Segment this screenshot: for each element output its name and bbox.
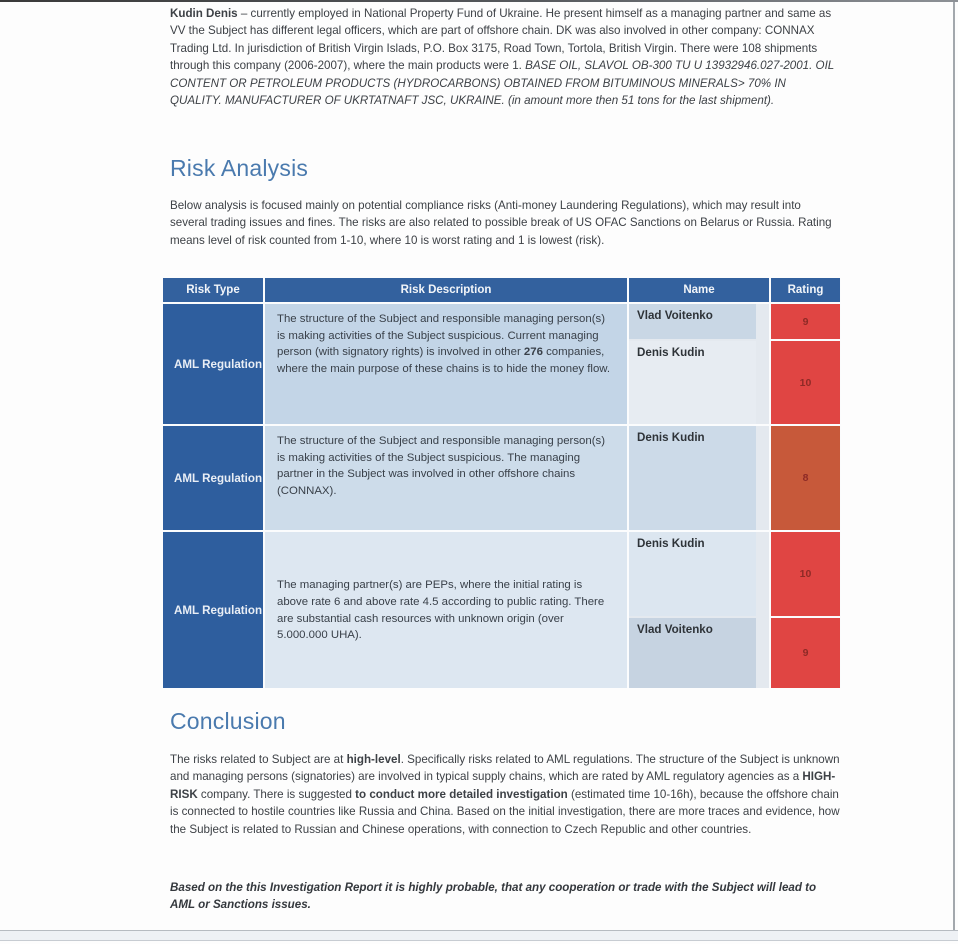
header-name: Name [629,278,769,302]
name-cell: Denis Kudin [629,532,756,616]
name-cell: Denis Kudin [629,341,756,424]
page-right-edge [953,2,955,932]
risk-type-cell: AML Regulation [163,426,263,530]
table-row [163,532,841,688]
rating-column [771,304,840,424]
conclusion-text: The risks related to Subject are at [170,753,347,766]
final-note [170,879,840,914]
rating-cell: 9 [771,304,840,339]
header-risk-description: Risk Description [265,278,627,302]
conclusion-text: (estimated time 10-16h), because the offshore chain is connected to hostile countries like Russia and China. Based on the initial investigation, there are more traces and evidence, how the Subject is related to Russian and Chinese operations, with connection to Czech Republic and other countries. [170,787,840,836]
header-risk-type: Risk Type [163,278,263,302]
risk-analysis-heading: Risk Analysis [170,155,309,181]
rating-cell: 9 [771,618,840,688]
risk-description-cell [265,304,627,424]
name-cell: Vlad Voitenko [629,304,756,339]
name-column [629,532,769,688]
page-top-edge [0,0,958,2]
risk-type-cell: AML Regulation [163,304,263,424]
name-column [629,426,769,530]
high-level-emphasis: high-level [346,753,401,766]
risk-description-cell: The managing partner(s) are PEPs, where the initial rating is above rate 6 and above rate 4.5 according to public rating. There are substantial cash resources with unknown origin (over 5.000.000 UHA). [265,532,627,688]
table-row [163,426,841,530]
investigation-emphasis: to conduct more detailed investigation [355,787,568,801]
company-count: 276 [523,346,543,359]
risk-analysis-intro-text: Below analysis is focused mainly on potential compliance risks (Anti-money Laundering Regulations), which may result into several trading issues and fines. The risks are also related to possible break of US OFAC Sanctions on Belarus or Russia. Rating means level of risk counted from 1-10, where 10 is worst rating and 1 is lowest (risk). [170,199,832,247]
risk-analysis-section [170,155,840,182]
conclusion-paragraph [170,751,840,838]
table-row [163,304,841,424]
risk-description-text-tail: companies, where the main purpose of these chains is to hide the money flow. [277,346,611,375]
intro-paragraph [170,5,840,109]
rating-cell: 10 [771,341,840,424]
conclusion-heading: Conclusion [170,708,286,734]
risk-table-header-row [163,278,841,302]
header-rating: Rating [771,278,840,302]
conclusion-text: . Specifically risks related to AML regulations. The structure of the Subject is unknown and managing persons (signatories) are involved in typical supply chains, which are rated by AML regulatory agencies as a [170,753,840,784]
intro-body-text: – currently employed in National Property Fund of Ukraine. He present himself as a managing partner and same as VV the Subject has different legal officers, which are part of offshore chain. DK was also involved in other company: CONNAX Trading Ltd. In jurisdiction of British Virgin Islads, P.O. Box 3175, Road Town, Tortola, British Virgin. There were 108 shipments through this company (2006-2007), where the main products were 1. [170,7,832,73]
intro-italic-products: BASE OIL, SLAVOL OB-300 TU U 13932946.027-2001. OIL CONTENT OR PETROLEUM PRODUCTS (HYDROCARBONS) OBTAINED FROM BITUMINOUS MINERALS> 70% IN QUALITY. MANUFACTURER OF UKRTATNAFT JSC, UKRAINE. (in amount more then 51 tons for the last shipment). [170,59,835,108]
risk-type-cell: AML Regulation [163,532,263,688]
risk-table [163,278,841,688]
name-cell: Denis Kudin [629,426,756,530]
subject-name: Kudin Denis [170,7,238,20]
conclusion-section [170,708,840,735]
page-bottom-edge [0,930,958,941]
final-note-text: Based on the this Investigation Report it is highly probable, that any cooperation or trade with the Subject will lead to AML or Sanctions issues. [170,881,817,912]
rating-column [771,532,840,688]
risk-description-cell: The structure of the Subject and responsible managing person(s) is making activities of the Subject suspicious. The managing partner in the Subject was involved in other offshore chains (CONNAX). [265,426,627,530]
name-column [629,304,769,424]
risk-analysis-intro [170,197,840,249]
rating-cell: 10 [771,532,840,616]
conclusion-text: company. There is suggested [197,787,356,801]
rating-cell: 8 [771,426,840,530]
risk-description-text: The structure of the Subject and responsible managing person(s) is making activities of the Subject suspicious. Current managing person (with signatory rights) is involved in other [277,313,605,359]
name-cell: Vlad Voitenko [629,618,756,688]
rating-column [771,426,840,530]
high-risk-emphasis: HIGH-RISK [170,770,836,801]
